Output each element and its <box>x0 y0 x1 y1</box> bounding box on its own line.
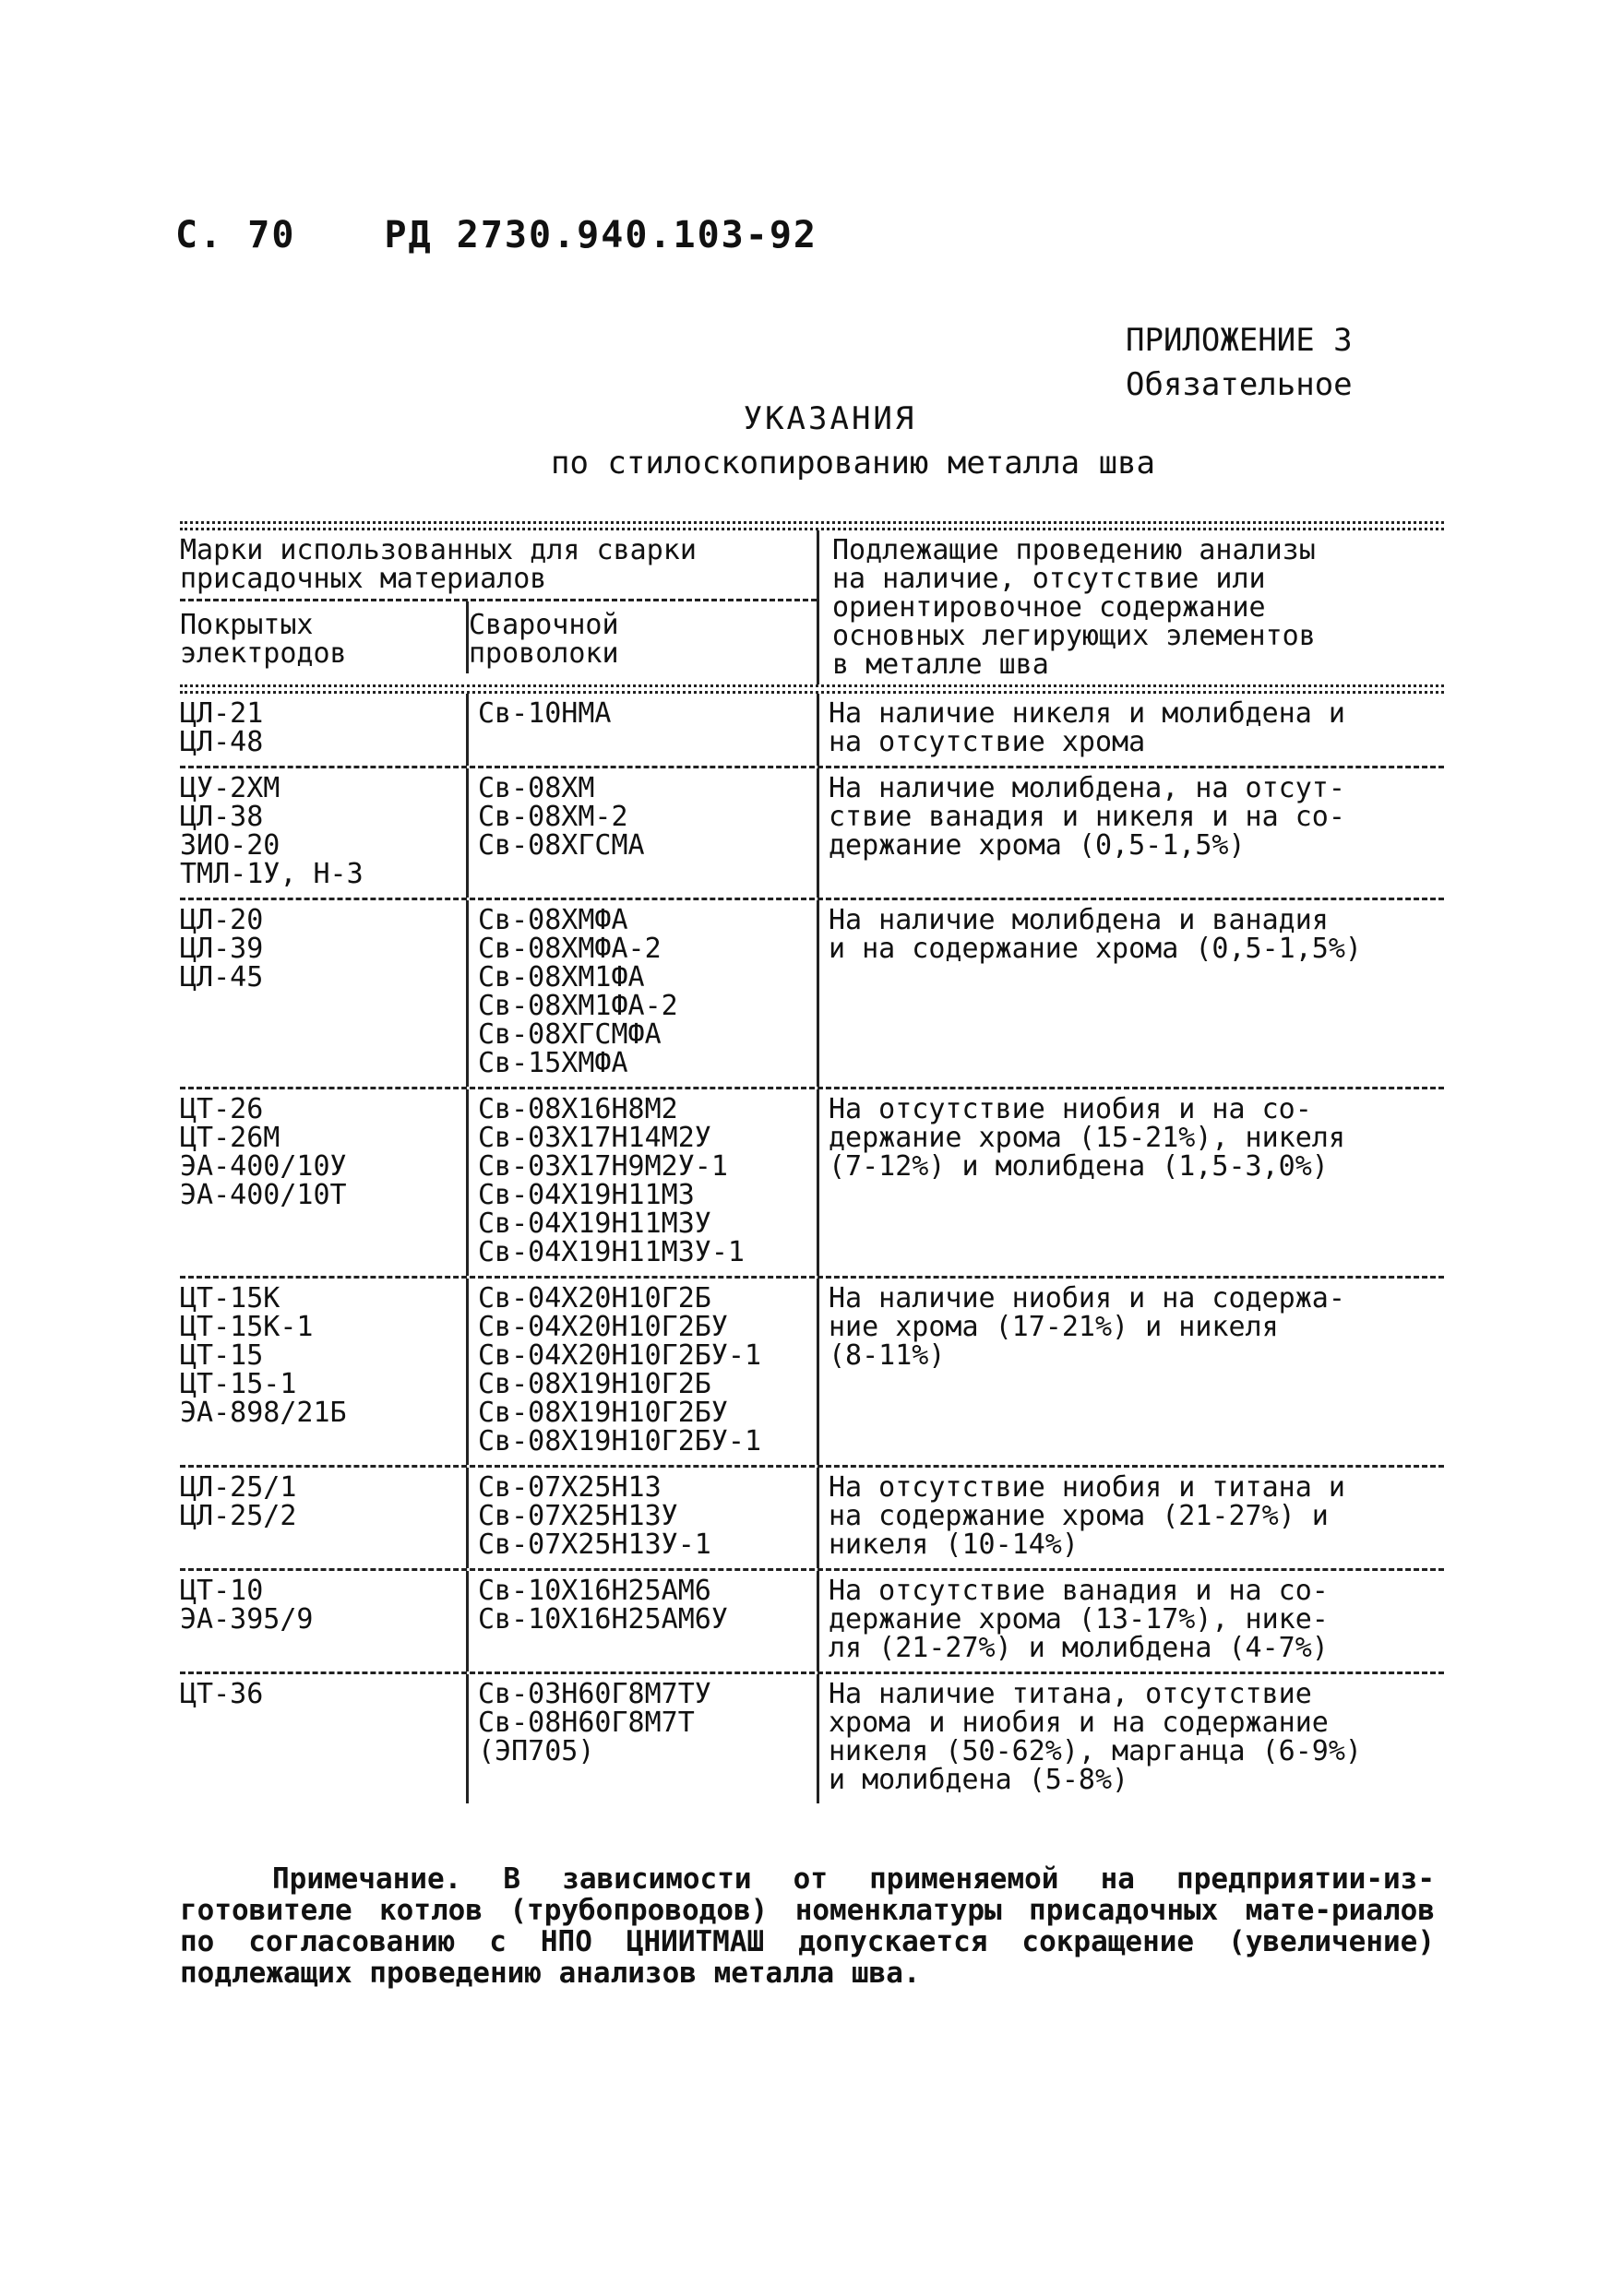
analysis-cell: На наличие молибдена и ванадия и на содержание хрома (0,5-1,5%) <box>817 900 1444 1087</box>
wire-cell: Св-04Х20Н10Г2Б Св-04Х20Н10Г2БУ Св-04Х20Н10Г2БУ-1 Св-08Х19Н10Г2Б Св-08Х19Н10Г2БУ Св-08Х19Н10Г2БУ-1 <box>466 1279 817 1465</box>
analysis-cell: На отсутствие ниобия и на со- держание хрома (15-21%), никеля (7-12%) и молибдена (1,5-3,0%) <box>817 1089 1444 1276</box>
wire-cell: Св-10НМА <box>466 694 817 766</box>
page-subtitle: по стилоскопированию металла шва <box>550 445 1156 482</box>
header-left-group <box>180 530 817 684</box>
footnote <box>180 1863 1435 1989</box>
analysis-cell: На наличие никеля и молибдена и на отсутствие хрома <box>817 694 1444 766</box>
appendix-block <box>1126 318 1353 407</box>
page-title: УКАЗАНИЯ <box>743 400 917 437</box>
electrodes-cell: ЦЛ-20 ЦЛ-39 ЦЛ-45 <box>180 904 264 993</box>
table-row <box>180 1571 1444 1674</box>
table-header <box>180 530 1444 684</box>
header-analysis: Подлежащие проведению анализы на наличие, отсутствие или ориентировочное содержание основных легирующих элементов в металле шва <box>817 530 1444 684</box>
electrodes-cell: ЦЛ-25/1 ЦЛ-25/2 <box>180 1471 297 1532</box>
wire-cell: Св-03Н60Г8М7ТУ Св-08Н60Г8М7Т (ЭП705) <box>466 1674 817 1803</box>
header-electrodes: Покрытых электродов <box>180 609 347 670</box>
table-row <box>180 1089 1444 1279</box>
wire-cell: Св-10Х16Н25АМ6 Св-10Х16Н25АМ6У <box>466 1571 817 1671</box>
analysis-cell: На наличие ниобия и на содержа- ние хрома (17-21%) и никеля (8-11%) <box>817 1279 1444 1465</box>
note-text: Примечание. В зависимости от применяемой на предприятии-из-готовителе котлов (трубопроводов) номенклатуры присадочных мате-риалов по согласованию с НПО ЦНИИТМАШ допускается сокращение (увеличение) подлежащих проведению анализов металла шва. <box>180 1862 1435 1990</box>
table-top-rule <box>180 521 1444 530</box>
table-row <box>180 1674 1444 1803</box>
wire-cell: Св-08Х16Н8М2 Св-03Х17Н14М2У Св-03Х17Н9М2У-1 Св-04Х19Н11М3 Св-04Х19Н11М3У Св-04Х19Н11М3У-1 <box>466 1089 817 1276</box>
header-subcolumns <box>180 599 817 673</box>
title-block <box>0 397 1623 485</box>
analysis-cell: На наличие молибдена, на отсут- ствие ванадия и никеля и на со- держание хрома (0,5-1,5%) <box>817 768 1444 898</box>
analysis-cell: На отсутствие ванадия и на со- держание хрома (13-17%), нике- ля (21-27%) и молибдена (4-7%) <box>817 1571 1444 1671</box>
electrodes-cell: ЦТ-26 ЦТ-26М ЭА-400/10У ЭА-400/10Т <box>180 1093 347 1211</box>
electrodes-cell: ЦТ-10 ЭА-395/9 <box>180 1575 314 1636</box>
document-code: РД 2730.940.103-92 <box>384 214 817 256</box>
electrodes-cell: ЦТ-36 <box>180 1678 264 1710</box>
header-materials-group: Марки использованных для сварки присадочных материалов <box>180 534 697 595</box>
appendix-label: ПРИЛОЖЕНИЕ 3 <box>1126 322 1353 359</box>
header-wire: Сварочной проволоки <box>466 601 817 673</box>
electrodes-cell: ЦУ-2ХМ ЦЛ-38 ЗИО-20 ТМЛ-1У, Н-3 <box>180 772 364 890</box>
table-row <box>180 1279 1444 1468</box>
instructions-table <box>180 521 1444 1803</box>
electrodes-cell: ЦТ-15К ЦТ-15К-1 ЦТ-15 ЦТ-15-1 ЭА-898/21Б <box>180 1282 347 1429</box>
table-row <box>180 694 1444 768</box>
appendix-status: Обязательное <box>1126 366 1353 403</box>
page-number: С. 70 <box>175 214 296 256</box>
wire-cell: Св-08ХМФА Св-08ХМФА-2 Св-08ХМ1ФА Св-08ХМ1ФА-2 Св-08ХГСМФА Св-15ХМФА <box>466 900 817 1087</box>
analysis-cell: На отсутствие ниобия и титана и на содержание хрома (21-27%) и никеля (10-14%) <box>817 1468 1444 1568</box>
header-bottom-rule <box>180 684 1444 694</box>
table-row <box>180 900 1444 1089</box>
table-row <box>180 768 1444 900</box>
analysis-cell: На наличие титана, отсутствие хрома и ниобия и на содержание никеля (50-62%), марганца (6-9%) и молибдена (5-8%) <box>817 1674 1444 1803</box>
electrodes-cell: ЦЛ-21 ЦЛ-48 <box>180 697 264 758</box>
wire-cell: Св-07Х25Н13 Св-07Х25Н13У Св-07Х25Н13У-1 <box>466 1468 817 1568</box>
table-row <box>180 1468 1444 1571</box>
page-header <box>175 214 817 256</box>
wire-cell: Св-08ХМ Св-08ХМ-2 Св-08ХГСМА <box>466 768 817 898</box>
